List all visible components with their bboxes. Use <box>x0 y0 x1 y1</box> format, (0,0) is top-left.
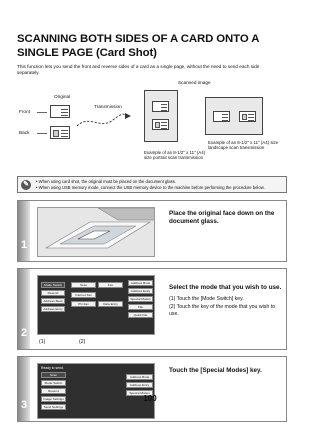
step-number-band: 3 <box>18 357 30 421</box>
notes-list <box>36 179 286 191</box>
transmission-arrow-icon <box>75 110 133 132</box>
address-book-key-left[interactable]: Address Book <box>41 298 65 304</box>
step-2 <box>17 268 287 350</box>
file-key[interactable]: File <box>128 304 153 310</box>
step-2-screen <box>37 275 155 335</box>
page-title: SCANNING BOTH SIDES OF A CARD ONTO A SINGLE PAGE (Card Shot) <box>17 33 259 59</box>
note-item: • When using USB memory mode, connect the USB memory device to the machine before performing the procedure below. <box>36 185 265 190</box>
fax-tab[interactable]: Fax <box>98 282 123 288</box>
note-icon: ✎ <box>21 180 31 190</box>
notes-box <box>17 176 287 193</box>
special-modes-key[interactable]: Special Modes <box>128 296 153 302</box>
address-book-key[interactable]: Address Book <box>128 280 153 286</box>
step-number-band: 2 <box>18 269 30 349</box>
step-3-screen <box>37 363 155 419</box>
landscape-scan-sheet <box>205 97 263 135</box>
address-entry-key-left[interactable]: Address Entry <box>41 306 65 312</box>
step-2-item-1: (1) Touch the [Mode Switch] key. <box>169 296 244 302</box>
note-item: • When using card shot, the original must be placed on the document glass. <box>36 179 176 184</box>
internet-fax-key[interactable]: Internet Fax <box>71 292 96 298</box>
transmission-label: Transmission <box>94 104 122 109</box>
step-2-item-2: (2) Touch the key of the mode that you wish to use. <box>169 304 276 317</box>
intro-text: This function lets you send the front and reverse sides of a card as a single page, without the need to send each side separately. <box>17 64 260 76</box>
mode-switch-key[interactable]: Mode Switch <box>41 380 66 386</box>
document-glass-illustration <box>38 208 155 257</box>
address-entry-key[interactable]: Address Entry <box>126 382 153 388</box>
scan-tab[interactable]: Scan <box>41 372 66 378</box>
callout-2: (2) <box>79 339 86 345</box>
page-number: 100 <box>143 394 157 403</box>
step-3 <box>17 356 287 422</box>
back-label: Back <box>19 130 30 135</box>
step-1-illustration <box>37 207 155 257</box>
address-book-key[interactable]: Address Book <box>126 374 153 380</box>
step-number-band: 1 <box>18 201 30 261</box>
send-settings-key[interactable]: Send Settings <box>41 404 66 410</box>
back-card <box>50 126 70 139</box>
pc-fax-key[interactable]: PC-Fax <box>71 301 96 307</box>
front-label: Front <box>19 109 30 114</box>
resend-key[interactable]: Resend <box>41 290 65 296</box>
front-card <box>50 105 70 118</box>
quick-file-key[interactable]: Quick File <box>128 312 153 318</box>
back-leader-line <box>37 133 47 134</box>
portrait-scan-sheet <box>144 90 178 142</box>
step-3-text: Touch the [Special Modes] key. <box>169 367 262 374</box>
portrait-caption: Example of an 8-1/2" x 11" (A4) size portrait scan transmission <box>144 150 206 161</box>
scanned-image-label: Scanned image <box>178 80 211 85</box>
original-label: Original <box>54 94 71 99</box>
step-1-text: Place the original face down on the document glass. <box>169 210 275 225</box>
mode-switch-key[interactable]: Mode Switch <box>41 282 65 288</box>
special-modes-key[interactable]: Special Modes <box>126 390 153 396</box>
resend-key[interactable]: Resend <box>41 388 66 394</box>
front-leader-line <box>37 112 47 113</box>
data-entry-key[interactable]: Data Entry <box>98 301 123 307</box>
image-settings-key[interactable]: Image Settings <box>41 396 66 402</box>
address-entry-key[interactable]: Address Entry <box>128 288 153 294</box>
scan-tab[interactable]: Scan <box>71 282 96 288</box>
step-1 <box>17 200 287 262</box>
step-2-text: Select the mode that you wish to use. <box>169 284 282 291</box>
callout-1: (1) <box>39 339 46 345</box>
landscape-caption: Example of an 8-1/2" x 11" (A4) size landscape scan transmission <box>208 140 279 151</box>
screen-status: Ready to send. <box>41 366 64 370</box>
